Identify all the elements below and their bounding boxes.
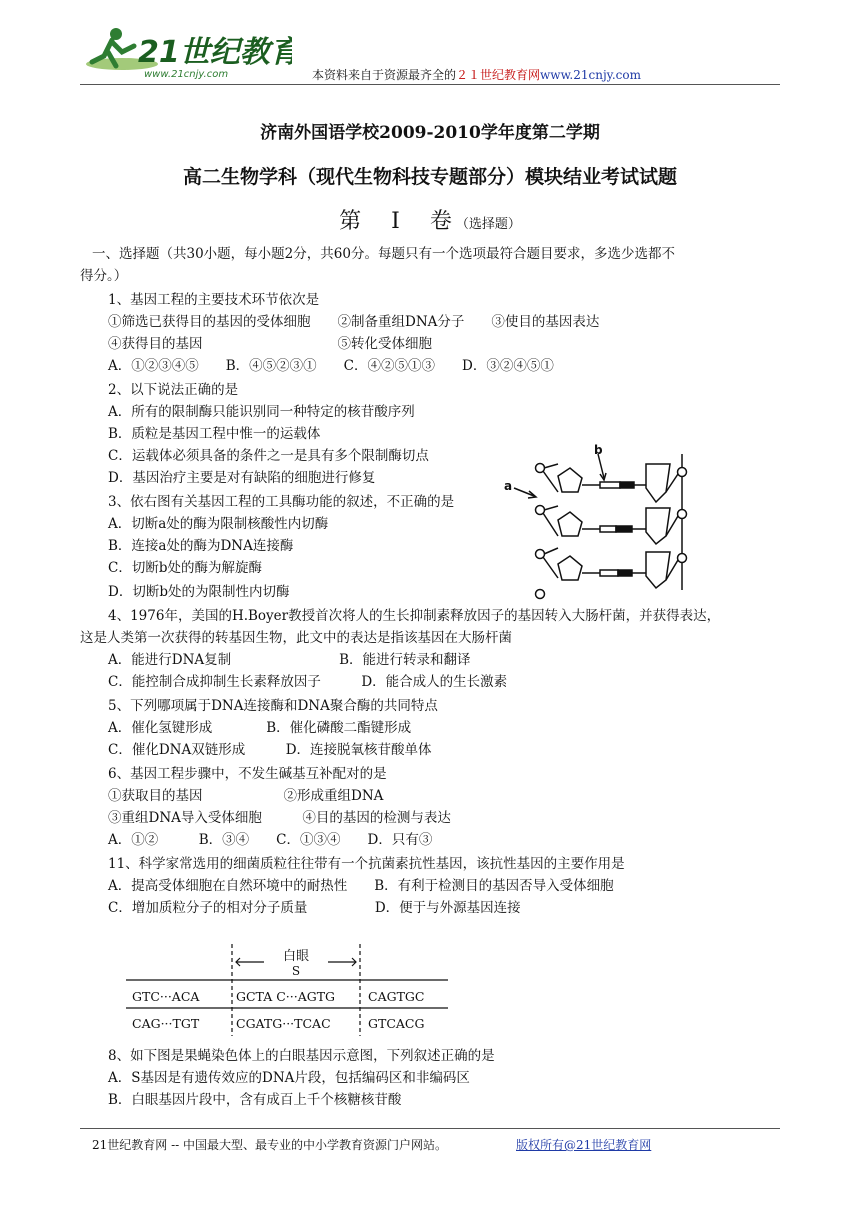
seq-top-right: CAGTGC [368,989,425,1004]
question-6-options: A．①② B．③④ C．①③④ D．只有③ [108,832,433,848]
question-3: 3、依右图有关基因工程的工具酶功能的叙述，不正确的是 [108,494,455,510]
diagram-label-b: b [594,444,603,457]
footer-text: 21世纪教育网 -- 中国最大型、最专业的中小学教育资源门户网站。 [92,1138,448,1152]
logo-text: 21世纪教育 [138,35,292,70]
question-3-option: A．切断a处的酶为限制核酸性内切酶 [108,516,329,532]
question-8-option: A．S基因是有遗传效应的DNA片段，包括编码区和非编码区 [108,1070,470,1086]
site-logo [82,22,292,84]
exam-part-title [0,204,860,235]
logo-url: www.21cnjy.com [144,69,229,80]
question-2: 2、以下说法正确的是 [108,382,239,398]
question-6-items: ①获取目的基因 ②形成重组DNA [108,788,384,804]
diagram-label-a: a [504,479,513,493]
dna-structure-diagram [500,444,702,600]
part-note: （选择题） [455,217,521,232]
question-3-option: D．切断b处的为限制性内切酶 [108,584,290,600]
gene-name: 白眼 [282,949,310,964]
question-6-items: ③重组DNA导入受体细胞 ④目的基因的检测与表达 [108,810,451,826]
question-11-options: C．增加质粒分子的相对分子质量 D．便于与外源基因连接 [108,900,521,916]
header-note-site[interactable]: ２１世纪教育网 [456,68,541,82]
section-instructions-cont: 得分。） [80,268,128,284]
question-1-items: ④获得目的基因 ⑤转化受体细胞 [108,336,432,352]
question-2-option: D．基因治疗主要是对有缺陷的细胞进行修复 [108,470,376,486]
seq-top-left: GTC···ACA [132,989,200,1004]
question-1-options: A．①②③④⑤ B．④⑤②③① C．④②⑤①③ D．③②④⑤① [108,358,554,374]
seq-bottom-right: GTCACG [368,1016,425,1031]
question-8-option: B．白眼基因片段中，含有成百上千个核糖核苷酸 [108,1092,402,1108]
section-instructions: 一、选择题（共30小题，每小题2分，共60分。每题只有一个选项最符合题目要求，多选少选都不 [92,246,675,262]
question-5-options: A．催化氢键形成 B．催化磷酸二酯键形成 [108,720,412,736]
exam-subject-title: 高二生物学科（现代生物科技专题部分）模块结业考试试题 [182,166,677,188]
question-1: 1、基因工程的主要技术环节依次是 [108,292,320,308]
seq-bottom-mid: CGATG···TCAC [236,1016,331,1031]
seq-bottom-left: CAG···TGT [132,1016,200,1031]
question-3-option: B．连接a处的酶为DNA连接酶 [108,538,294,554]
question-2-option: C．运载体必须具备的条件之一是具有多个限制酶切点 [108,448,429,464]
question-2-option: A．所有的限制酶只能识别同一种特定的核苷酸序列 [108,404,415,420]
header-note-url[interactable]: www.21cnjy.com [540,68,641,82]
question-5: 5、下列哪项属于DNA连接酶和DNA聚合酶的共同特点 [108,698,438,714]
gene-symbol: S [291,964,301,978]
question-3-option: C．切断b处的酶为解旋酶 [108,560,262,576]
header-divider [80,84,780,85]
question-11: 11、科学家常选用的细菌质粒往往带有一个抗菌素抗性基因，该抗性基因的主要作用是 [108,856,625,872]
question-1-items: ①筛选已获得目的基因的受体细胞 ②制备重组DNA分子 ③使目的基因表达 [108,314,600,330]
question-4: 4、1976年，美国的H.Boyer教授首次将人的生长抑制素释放因子的基因转入大肠杆菌，并获得表达， [108,608,721,624]
question-5-options: C．催化DNA双链形成 D．连接脱氧核苷酸单体 [108,742,432,758]
seq-top-mid: GCTA C···AGTG [236,989,336,1004]
exam-school-title: 济南外国语学校2009-2010学年度第二学期 [260,123,600,143]
header-note-prefix: 本资料来自于资源最齐全的 [312,68,457,82]
question-4-options: A．能进行DNA复制 B．能进行转录和翻译 [108,652,471,668]
question-2-option: B．质粒是基因工程中惟一的运载体 [108,426,321,442]
header-note [312,66,641,83]
question-8: 8、如下图是果蝇染色体上的白眼基因示意图，下列叙述正确的是 [108,1048,495,1064]
white-eye-gene-figure [124,942,448,1038]
question-11-options: A．提高受体细胞在自然环境中的耐热性 B．有利于检测目的基因否导入受体细胞 [108,878,614,894]
footer-copyright-link[interactable]: 版权所有@21世纪教育网 [516,1138,652,1152]
footer-divider [80,1128,780,1129]
part-label: 第 Ⅰ 卷 [339,209,456,234]
question-4-cont: 这是人类第一次获得的转基因生物，此文中的表达是指该基因在大肠杆菌 [80,630,512,646]
question-4-options: C．能控制合成抑制生长素释放因子 D．能合成人的生长激素 [108,674,508,690]
question-6: 6、基因工程步骤中，不发生碱基互补配对的是 [108,766,387,782]
